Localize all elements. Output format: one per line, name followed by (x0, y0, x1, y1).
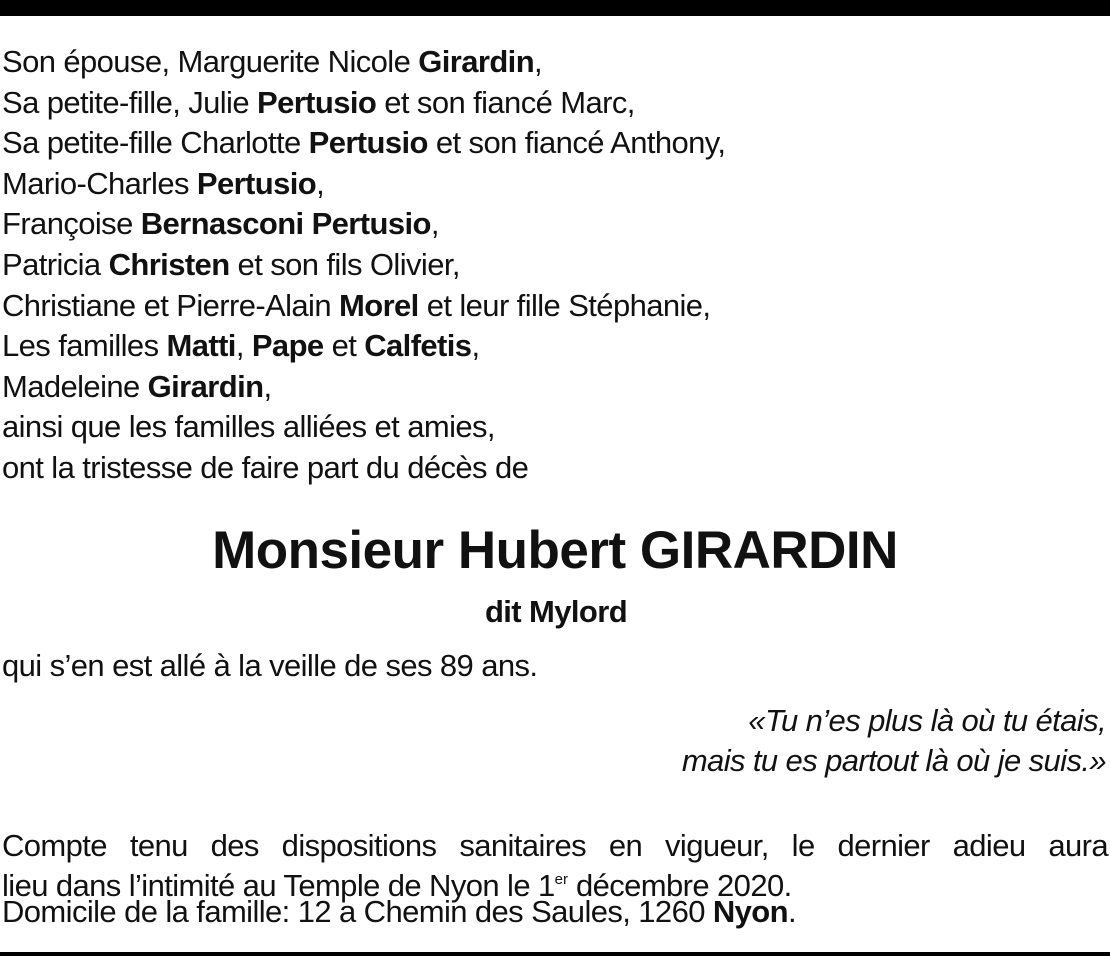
family-line (2, 42, 1102, 83)
address-city: Nyon (712, 894, 788, 929)
family-text: , (471, 328, 480, 364)
address-text: Domicile de la famille: 12 a Chemin des Saules, 1260 (2, 894, 713, 929)
family-line (2, 164, 1102, 205)
ceremony-line-1: Compte tenu des dispositions sanitaires en vigueur, le dernier adieu aura (2, 828, 1108, 863)
family-surname: Christen (108, 246, 230, 282)
family-line (2, 245, 1102, 286)
family-text: , (316, 165, 325, 201)
family-address (2, 892, 796, 932)
family-surname: Matti (166, 328, 236, 364)
family-surname: Pertusio (196, 165, 317, 201)
family-surname: Girardin (147, 368, 264, 404)
family-text: Son épouse, Marguerite Nicole (2, 44, 419, 79)
family-text: Sa petite-fille Charlotte (2, 125, 309, 161)
family-line (2, 123, 1102, 164)
family-surname: Pertusio (308, 125, 428, 161)
ceremony-date-text: lieu dans l’intimité au Temple de Nyon le 1 (2, 868, 555, 903)
memorial-quote (682, 701, 1106, 781)
family-surname: Bernasconi Pertusio (140, 206, 431, 242)
family-text: et son fiancé Anthony, (427, 125, 726, 161)
family-text: Patricia (2, 246, 109, 282)
family-mourners-list (2, 42, 1102, 489)
family-surname: Girardin (418, 44, 535, 79)
ordinal-superscript: er (554, 871, 568, 888)
family-text: , (263, 368, 272, 404)
address-end: . (787, 894, 796, 929)
family-surname: Pertusio (257, 84, 377, 120)
family-text: et son fiancé Marc, (376, 84, 635, 120)
family-text: , (430, 206, 439, 242)
family-surname: Calfetis (364, 328, 472, 364)
family-line (2, 326, 1102, 367)
family-line (2, 448, 1102, 489)
family-line (2, 407, 1102, 448)
family-surname: Pape (251, 328, 324, 364)
deceased-nickname: dit Mylord (484, 594, 628, 629)
quote-line-2: mais tu es partout là où je suis.» (681, 743, 1106, 778)
family-text: Les familles (2, 328, 167, 364)
passing-announcement-text: qui s’en est allé à la veille de ses 89 ans. (2, 648, 538, 683)
family-surname: Morel (339, 287, 419, 323)
family-text: Françoise (2, 206, 141, 242)
family-text: Madeleine (2, 368, 148, 404)
family-line (2, 367, 1102, 408)
family-line (2, 204, 1102, 245)
family-text: et son fils Olivier, (229, 246, 460, 282)
family-line (2, 286, 1102, 327)
family-text: ainsi que les familles alliées et amies, (2, 409, 495, 445)
ceremony-month-year: décembre 2020. (567, 868, 792, 903)
family-text: Christiane et Pierre-Alain (2, 287, 340, 323)
deceased-name-heading: Monsieur Hubert GIRARDIN (212, 521, 898, 580)
family-text: et leur fille Stéphanie, (418, 287, 711, 323)
bottom-border-rule (0, 952, 1110, 956)
family-text: , (534, 44, 543, 79)
family-text: , (235, 328, 252, 364)
top-border-rule (0, 0, 1110, 16)
quote-line-1: «Tu n’es plus là où tu étais, (748, 703, 1106, 738)
family-text: ont la tristesse de faire part du décès de (2, 449, 529, 485)
family-line (2, 83, 1102, 124)
family-text: et (323, 328, 365, 364)
family-text: Mario-Charles (2, 165, 197, 201)
family-text: Sa petite-fille, Julie (2, 84, 257, 120)
